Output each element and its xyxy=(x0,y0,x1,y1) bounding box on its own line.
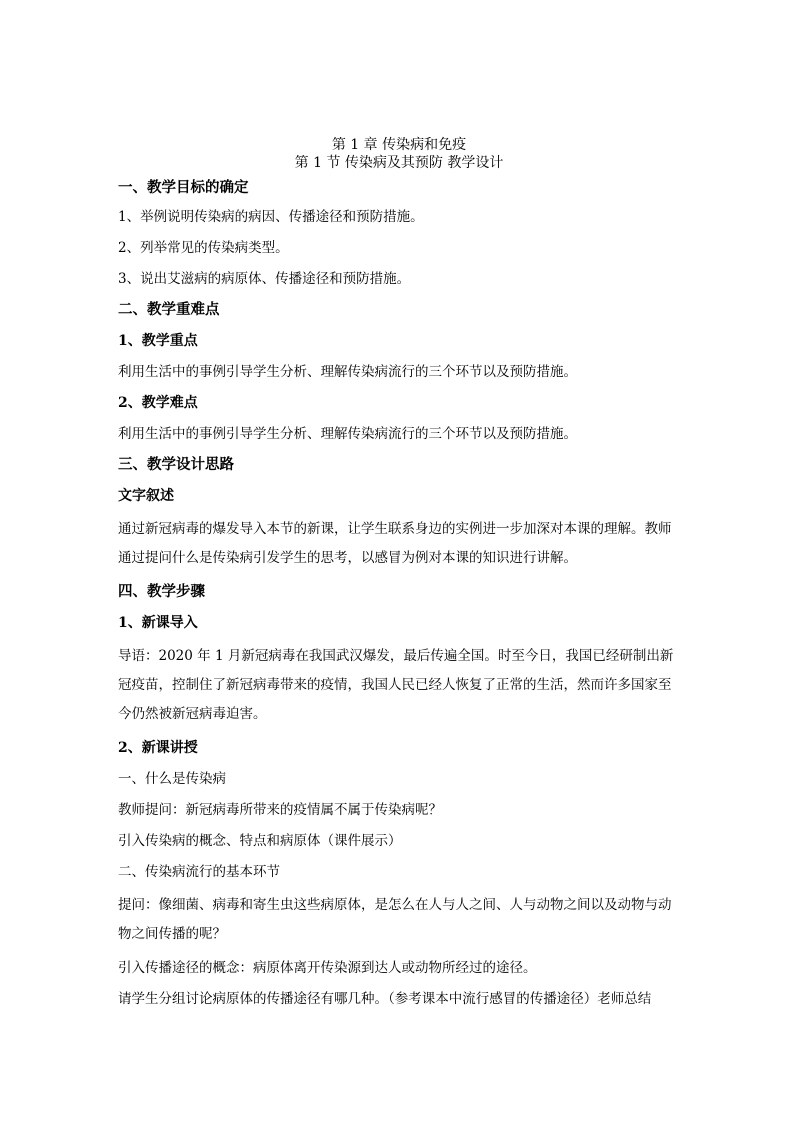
subheading-intro: 1、新课导入 xyxy=(118,615,198,631)
section-title: 第 1 节 传染病及其预防 教学设计 xyxy=(294,155,504,171)
part2-task: 请学生分组讨论病原体的传播途径有哪几种。（参考课本中流行感冒的传播途径）老师总结 xyxy=(118,991,652,1007)
part1-question: 教师提问：新冠病毒所带来的疫情属不属于传染病呢？ xyxy=(118,802,442,818)
subheading-key-points: 1、教学重点 xyxy=(118,333,198,349)
subheading-narrative: 文字叙述 xyxy=(118,488,174,504)
intro-text: 导语：2020 年 1 月新冠病毒在我国武汉爆发，最后传遍全国。时至今日，我国已经研制出新冠疫苗，控制住了新冠病毒带来的疫情，我国人民已经人恢复了正常的生活，然而许多国家至今仍然被新冠病毒迫害。 xyxy=(118,648,674,722)
narrative-text: 通过新冠病毒的爆发导入本节的新课，让学生联系身边的实例进一步加深对本课的理解。教师通过提问什么是传染病引发学生的思考，以感冒为例对本课的知识进行讲解。 xyxy=(118,521,672,566)
objective-item-3: 3、说出艾滋病的病原体、传播途径和预防措施。 xyxy=(118,271,411,287)
difficult-points-text: 利用生活中的事例引导学生分析、理解传染病流行的三个环节以及预防措施。 xyxy=(118,426,577,442)
document-page xyxy=(118,136,680,1009)
chapter-title: 第 1 章 传染病和免疫 xyxy=(331,137,467,153)
part1-intro: 引入传染病的概念、特点和病原体（课件展示） xyxy=(118,833,402,849)
objective-item-2: 2、列举常见的传染病类型。 xyxy=(118,240,289,256)
objective-item-1: 1、举例说明传染病的病因、传播途径和预防措施。 xyxy=(118,209,424,225)
heading-key-difficult: 二、教学重难点 xyxy=(118,301,220,318)
part2-question: 提问：像细菌、病毒和寄生虫这些病原体，是怎么在人与人之间、人与动物之间以及动物与动物之间传播的呢？ xyxy=(118,897,672,942)
part2-title: 二、传染病流行的基本环节 xyxy=(118,864,280,880)
key-points-text: 利用生活中的事例引导学生分析、理解传染病流行的三个环节以及预防措施。 xyxy=(118,364,577,380)
heading-teaching-steps: 四、教学步骤 xyxy=(118,583,205,600)
part1-title: 一、什么是传染病 xyxy=(118,771,226,787)
subheading-teaching: 2、新课讲授 xyxy=(118,740,198,756)
heading-design-ideas: 三、教学设计思路 xyxy=(118,456,234,473)
subheading-difficult-points: 2、教学难点 xyxy=(118,395,198,411)
heading-objectives: 一、教学目标的确定 xyxy=(118,179,249,196)
part2-intro: 引入传播途径的概念：病原体离开传染源到达人或动物所经过的途径。 xyxy=(118,960,537,976)
